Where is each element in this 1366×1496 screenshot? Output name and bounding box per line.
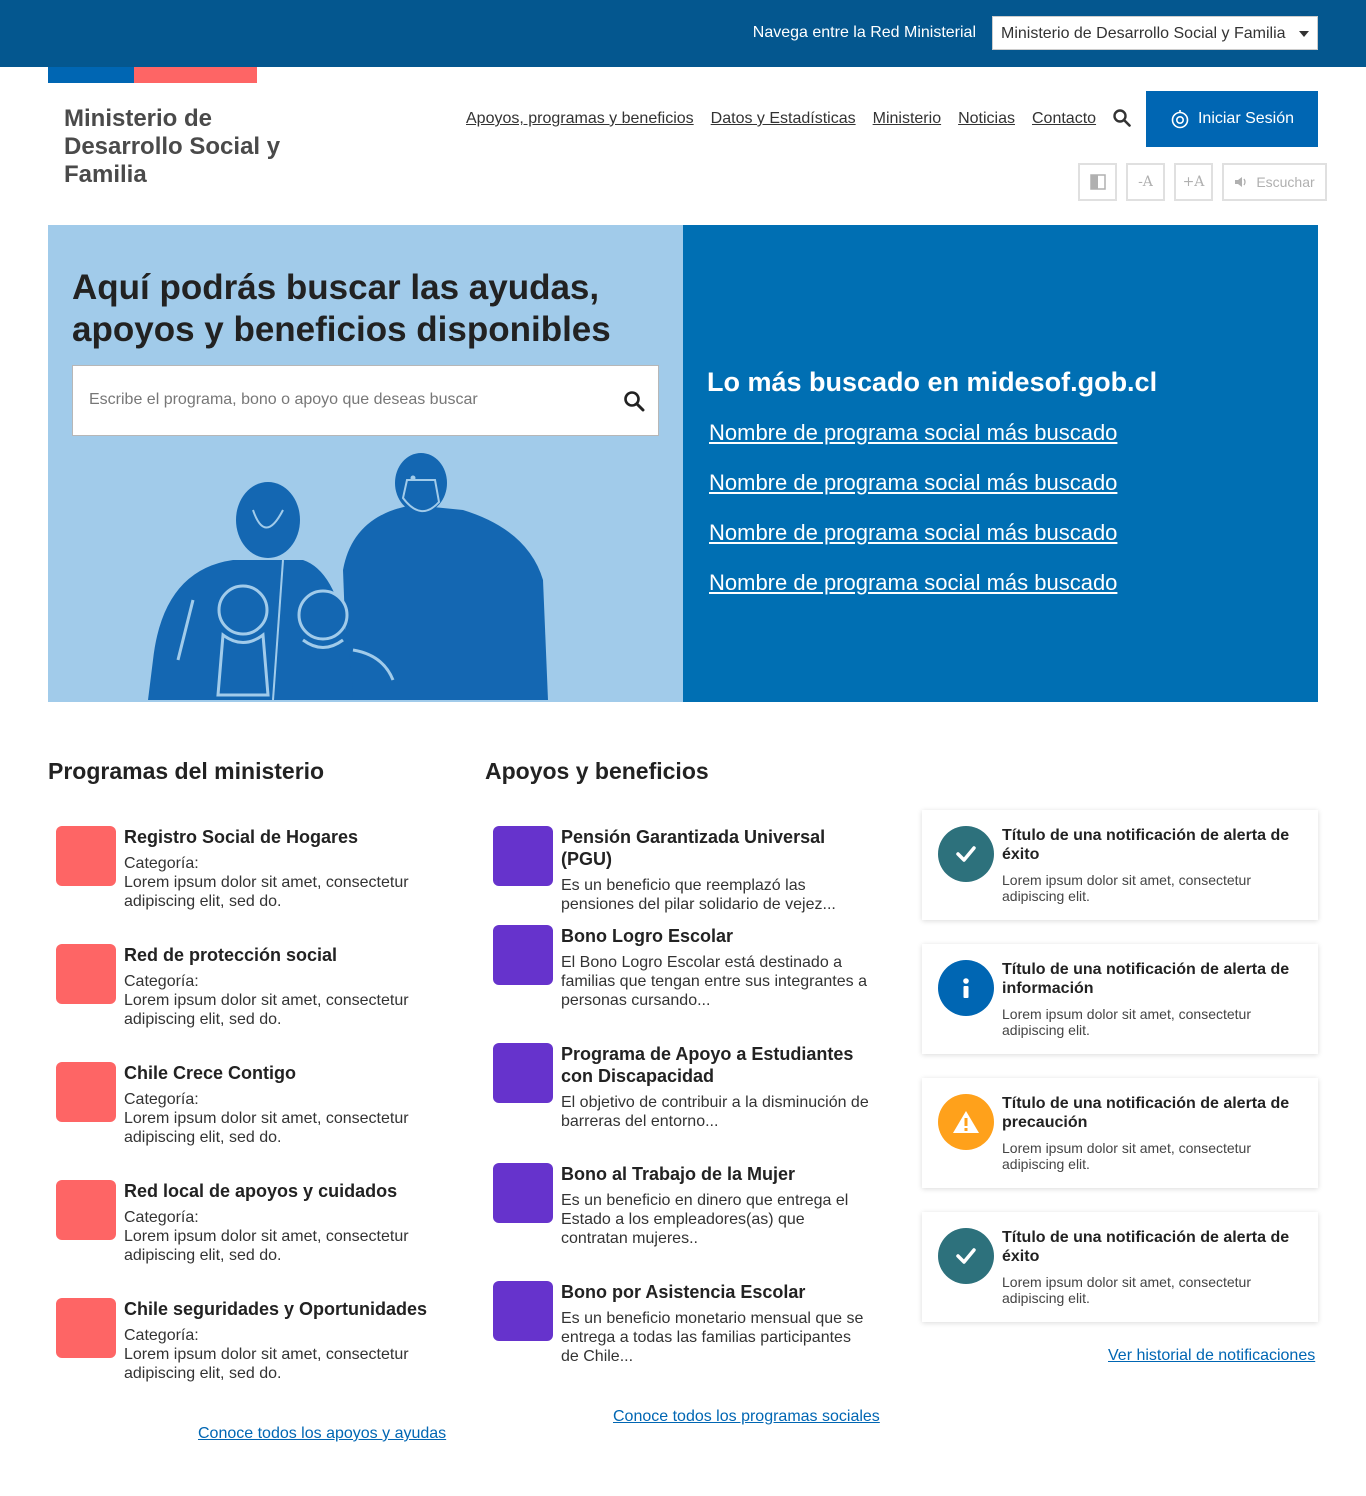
benefit-desc: Es un beneficio monetario mensual que se entrega a todas las familias participantes de Chile... xyxy=(561,1310,864,1365)
alert-success xyxy=(922,1212,1318,1322)
benefit-thumbnail xyxy=(493,1281,553,1341)
program-thumbnail xyxy=(56,1298,116,1358)
alert-desc: Lorem ipsum dolor sit amet, consectetur adipiscing elit. xyxy=(1002,872,1251,904)
program-title: Registro Social de Hogares xyxy=(124,827,359,847)
hero-title: Aquí podrás buscar las ayudas, apoyos y beneficios disponibles xyxy=(72,268,611,349)
accessibility-toolbar xyxy=(1078,163,1327,201)
program-title: Chile seguridades y Oportunidades xyxy=(124,1299,428,1319)
info-icon xyxy=(938,960,994,1016)
ministry-select-value: Ministerio de Desarrollo Social y Familia xyxy=(1001,25,1286,42)
programs-section-title: Programas del ministerio xyxy=(48,758,325,784)
contrast-icon xyxy=(1090,174,1106,190)
program-title: Red de protección social xyxy=(124,945,338,965)
ministerial-network-bar xyxy=(0,0,1366,67)
hero-search-panel xyxy=(48,225,683,702)
program-category: Categoría: xyxy=(124,1091,199,1108)
program-desc: Lorem ipsum dolor sit amet, consectetur adipiscing elit, sed do. xyxy=(124,992,409,1028)
most-searched-link[interactable]: Nombre de programa social más buscado xyxy=(709,470,1118,495)
alert-warning xyxy=(922,1078,1318,1188)
program-desc: Lorem ipsum dolor sit amet, consectetur adipiscing elit, sed do. xyxy=(124,1110,409,1146)
benefit-thumbnail xyxy=(493,1043,553,1103)
benefit-thumbnail xyxy=(493,925,553,985)
program-category: Categoría: xyxy=(124,1209,199,1226)
benefit-desc: El Bono Logro Escolar está destinado a familias que tengan entre sus integrantes a personas cursando... xyxy=(561,954,867,1009)
search-icon[interactable] xyxy=(1113,109,1131,127)
benefit-title: Bono Logro Escolar xyxy=(561,926,734,946)
alert-success xyxy=(922,810,1318,920)
check-icon xyxy=(938,826,994,882)
benefits-section-title: Apoyos y beneficios xyxy=(485,758,709,784)
all-supports-link[interactable]: Conoce todos los apoyos y ayudas xyxy=(198,1425,447,1442)
program-desc: Lorem ipsum dolor sit amet, consectetur adipiscing elit, sed do. xyxy=(124,874,409,910)
flag-stripe-red xyxy=(134,67,257,83)
benefit-desc: El objetivo de contribuir a la disminución de barreras del entorno... xyxy=(561,1094,869,1130)
increase-font-button[interactable]: +A xyxy=(1174,163,1213,201)
benefit-thumbnail xyxy=(493,1163,553,1223)
program-thumbnail xyxy=(56,1180,116,1240)
nav-item-ministerio[interactable]: Ministerio xyxy=(872,110,942,127)
program-desc: Lorem ipsum dolor sit amet, consectetur adipiscing elit, sed do. xyxy=(124,1346,409,1382)
nav-item-noticias[interactable]: Noticias xyxy=(958,110,1015,127)
benefit-title: Bono al Trabajo de la Mujer xyxy=(561,1164,796,1184)
alert-desc: Lorem ipsum dolor sit amet, consectetur adipiscing elit. xyxy=(1002,1274,1251,1306)
program-thumbnail xyxy=(56,1062,116,1122)
benefit-title: Bono por Asistencia Escolar xyxy=(561,1282,806,1302)
clave-unica-icon xyxy=(1170,109,1190,129)
nav-item-datos[interactable]: Datos y Estadísticas xyxy=(710,110,856,127)
ministry-select[interactable] xyxy=(992,16,1318,50)
nav-item-apoyos[interactable]: Apoyos, programas y beneficios xyxy=(466,110,694,127)
alert-title: Título de una notificación de alerta de información xyxy=(1002,961,1290,997)
network-label: Navega entre la Red Ministerial xyxy=(752,24,976,41)
alert-title: Título de una notificación de alerta de precaución xyxy=(1002,1095,1290,1131)
contrast-button[interactable] xyxy=(1078,163,1117,201)
benefit-search-input[interactable] xyxy=(72,365,659,436)
speaker-icon xyxy=(1234,176,1248,188)
search-icon[interactable] xyxy=(623,390,645,412)
listen-button[interactable] xyxy=(1222,163,1327,201)
flag-stripe-blue xyxy=(48,67,134,83)
notification-history-link[interactable]: Ver historial de notificaciones xyxy=(1108,1347,1316,1364)
alert-desc: Lorem ipsum dolor sit amet, consectetur adipiscing elit. xyxy=(1002,1140,1251,1172)
check-icon xyxy=(938,1228,994,1284)
alert-title: Título de una notificación de alerta de éxito xyxy=(1002,1229,1290,1265)
login-label: Iniciar Sesión xyxy=(1197,110,1295,127)
warning-icon xyxy=(938,1094,994,1150)
site-logo-title[interactable]: Ministerio de Desarrollo Social y Familia xyxy=(64,105,281,188)
program-thumbnail xyxy=(56,944,116,1004)
alert-desc: Lorem ipsum dolor sit amet, consectetur adipiscing elit. xyxy=(1002,1006,1251,1038)
benefit-desc: Es un beneficio que reemplazó las pensiones del pilar solidario de vejez... xyxy=(561,877,836,913)
program-category: Categoría: xyxy=(124,855,199,872)
program-title: Red local de apoyos y cuidados xyxy=(124,1181,398,1201)
most-searched-link[interactable]: Nombre de programa social más buscado xyxy=(709,420,1118,445)
all-social-programs-link[interactable]: Conoce todos los programas sociales xyxy=(613,1408,880,1425)
decrease-font-button[interactable]: -A xyxy=(1126,163,1165,201)
most-searched-panel xyxy=(683,225,1318,702)
nav-item-contacto[interactable]: Contacto xyxy=(1032,110,1097,127)
program-category: Categoría: xyxy=(124,973,199,990)
alert-title: Título de una notificación de alerta de éxito xyxy=(1002,827,1290,863)
family-illustration xyxy=(133,450,563,702)
most-searched-title: Lo más buscado en midesof.gob.cl xyxy=(707,367,1158,397)
program-title: Chile Crece Contigo xyxy=(124,1063,297,1083)
benefit-title: Programa de Apoyo a Estudiantes con Discapacidad xyxy=(561,1044,854,1086)
search-placeholder: Escribe el programa, bono o apoyo que deseas buscar xyxy=(89,391,478,408)
program-desc: Lorem ipsum dolor sit amet, consectetur adipiscing elit, sed do. xyxy=(124,1228,409,1264)
most-searched-link[interactable]: Nombre de programa social más buscado xyxy=(709,570,1118,595)
caret-down-icon xyxy=(1299,31,1309,37)
most-searched-link[interactable]: Nombre de programa social más buscado xyxy=(709,520,1118,545)
program-thumbnail xyxy=(56,826,116,886)
benefit-thumbnail xyxy=(493,826,553,886)
benefit-desc: Es un beneficio en dinero que entrega el Estado a los empleadores(as) que contratan mujeres.. xyxy=(561,1192,849,1247)
program-category: Categoría: xyxy=(124,1327,199,1344)
main-nav xyxy=(466,110,1096,128)
alert-info xyxy=(922,944,1318,1054)
login-button[interactable] xyxy=(1146,91,1318,147)
listen-label: Escuchar xyxy=(1256,174,1315,190)
benefit-title: Pensión Garantizada Universal (PGU) xyxy=(561,827,826,869)
